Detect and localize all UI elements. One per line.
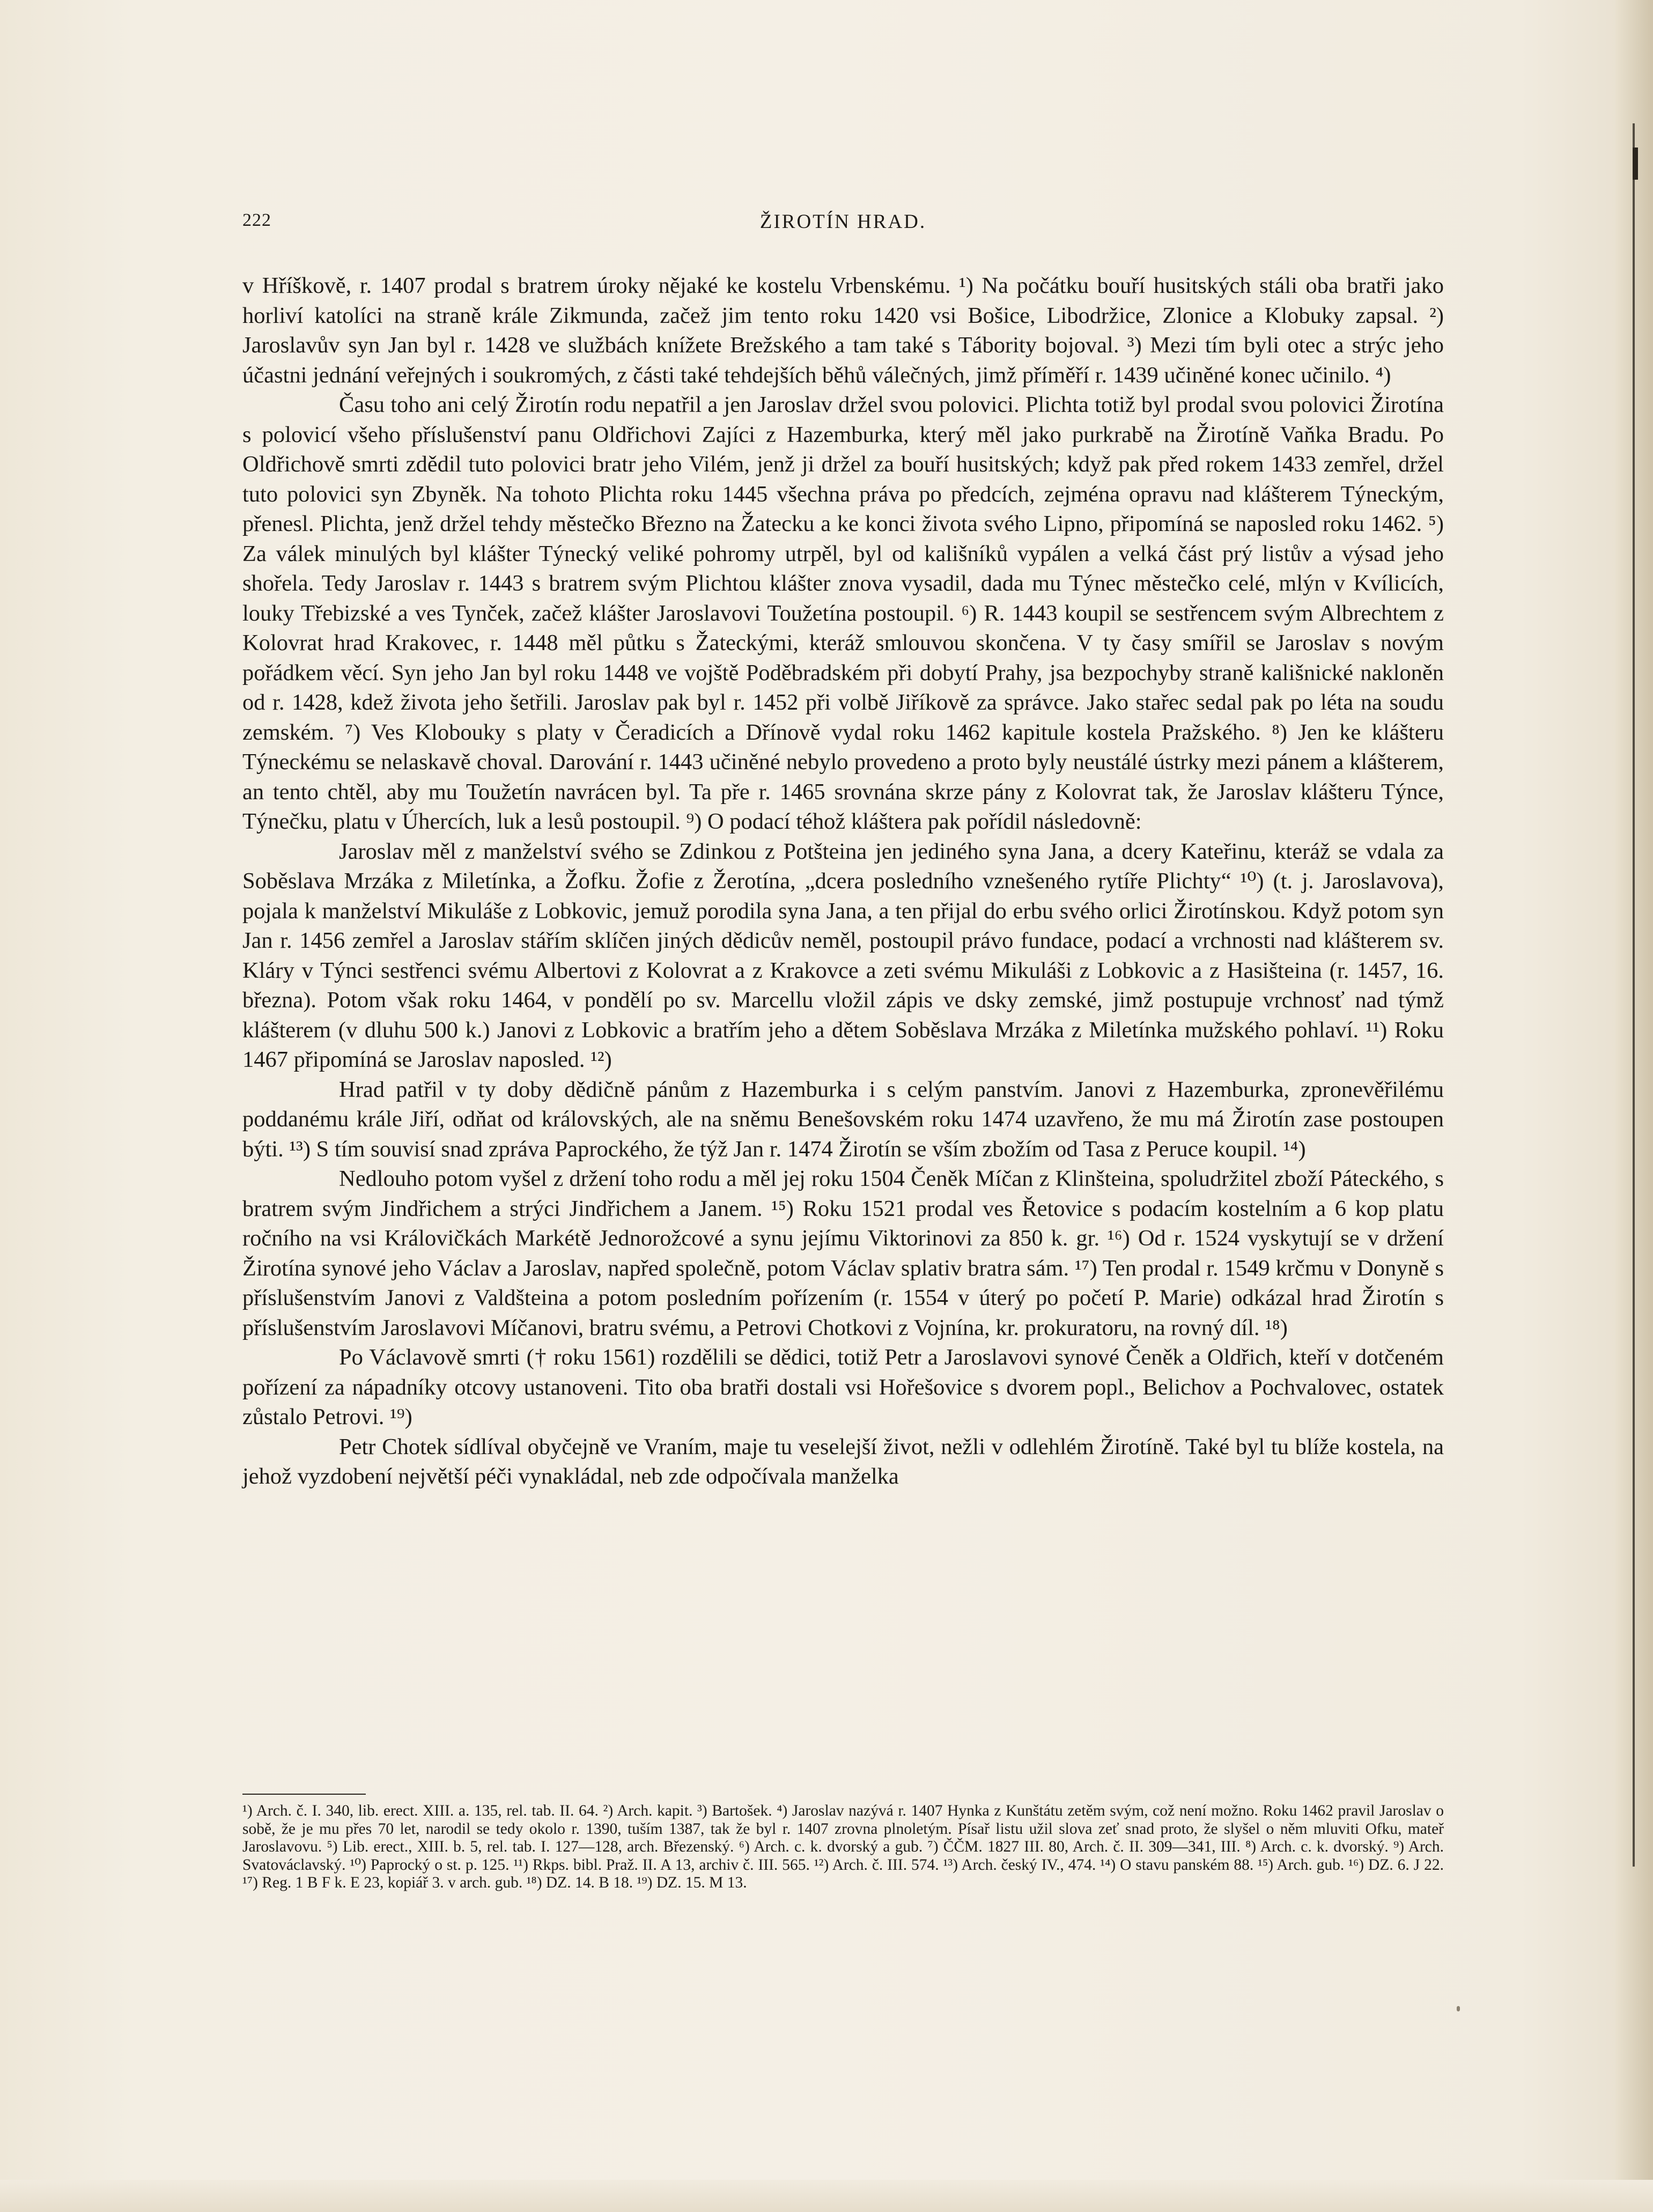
paragraph: Hrad patřil v ty doby dědičně pánům z Hazemburka i s celým panstvím. Janovi z Hazemburka, zpronevěřilému poddanému krále Jiří, odňat od královských, ale na sněmu Benešovském roku 1474 uzavřeno, že mu má Žirotín zase postoupen býti. ¹³) S tím souvisí snad zpráva Paprockého, že týž Jan r. 1474 Žirotín se vším zbožím od Tasa z Peruce koupil. ¹⁴) — [242, 1076, 1444, 1162]
paper-speck — [1457, 2006, 1460, 2011]
running-title: ŽIROTÍN HRAD. — [759, 211, 927, 233]
page-header — [242, 210, 1444, 242]
paragraph: Nedlouho potom vyšel z držení toho rodu a měl jej roku 1504 Čeněk Míčan z Klinšteina, spoludržitel zboží Páteckého, s bratrem svým Jindřichem a strýci Jindřichem a Janem. ¹⁵) Roku 1521 prodal ves Řetovice s podacím kostelním a 6 kop platu ročního na vsi Královičkách Markétě Jednorožcové a synu jejímu Viktorinovi za 850 k. gr. ¹⁶) Od r. 1524 vyskytují se v držení Žirotína synové jeho Václav a Jaroslav, napřed společně, potom Václav splativ bratra sám. ¹⁷) Ten prodal r. 1549 krčmu v Donyně s příslušenstvím Janovi z Valdšteina a potom posledním pořízením (r. 1554 v úterý po početí P. Marie) odkázal hrad Žirotín s příslušenstvím Jaroslavovi Míčanovi, bratru svému, a Petrovi Chotkovi z Vojnína, kr. prokuratoru, na rovný díl. ¹⁸) — [242, 1166, 1444, 1340]
paragraph: Jaroslav měl z manželství svého se Zdinkou z Potšteina jen jediného syna Jana, a dcery Kateřinu, kteráž se vdala za Soběslava Mrzáka z Miletínka, a Žofku. Žofie z Žerotína, „dcera posledního vznešeného rytíře Plichty“ ¹⁰) (t. j. Jaroslavova), pojala k manželství Mikuláše z Lobkovic, jemuž porodila syna Jana, a ten přijal do erbu svého orlici Žirotínskou. Když potom syn Jan r. 1456 zemřel a Jaroslav stářím sklíčen jiných dědicův neměl, postoupil právo fundace, podací a vrchnosti nad klášterem sv. Kláry v Týnci sestřenci svému Albertovi z Kolovrat a z Krakovce a zeti svému Mikuláši z Lobkovic a z Hasišteina (r. 1457, 16. března). Potom však roku 1464, v pondělí po sv. Marcellu vložil zápis ve dsky zemské, jimž postupuje vrchnosť nad týmž klášterem (v dluhu 500 k.) Janovi z Lobkovic a bratřím jeho a dětem Soběslava Mrzáka z Miletínka mužského pohlaví. ¹¹) Roku 1467 připomíná se Jaroslav naposled. ¹²) — [242, 838, 1444, 1072]
paragraph: Po Václavově smrti († roku 1561) rozdělili se dědici, totiž Petr a Jaroslavovi synové Čeněk a Oldřich, kteří v dotčeném pořízení za nápadníky otcovy ustanoveni. Tito oba bratři dostali vsi Hořešovice s dvorem popl., Belichov a Pochvalovec, ostatek zůstalo Petrovi. ¹⁹) — [242, 1345, 1444, 1429]
paragraph: Petr Chotek sídlíval obyčejně ve Vraním, maje tu veselejší život, nežli v odlehlém Žirotíně. Také byl tu blíže kostela, na jehož vyzdobení největší péči vynakládal, neb zde odpočívala manželka — [242, 1434, 1444, 1489]
spine-fold-line — [1633, 123, 1635, 1867]
footnotes — [242, 1802, 1444, 1892]
spine-mark — [1633, 148, 1638, 180]
main-text — [242, 271, 1444, 1492]
page-bottom-edge — [0, 2180, 1653, 2212]
paragraph: Času toho ani celý Žirotín rodu nepatřil a jen Jaroslav držel svou polovici. Plichta totiž byl prodal svou polovici Žirotína s polovicí všeho příslušenství panu Oldřichovi Zajíci z Hazemburka, který měl jako purkrabě na Žirotíně Vaňka Bradu. Po Oldřichově smrti zdědil tuto polovici bratr jeho Vilém, jenž ji držel za bouří husitských; když pak před rokem 1433 zemřel, držel tuto polovici syn Zbyněk. Na tohoto Plichta roku 1445 všechna práva po předcích, zejména opravu nad klášterem Týneckým, přenesl. Plichta, jenž držel tehdy městečko Březno na Žatecku a ke konci života svého Lipno, připomíná se naposled roku 1462. ⁵) Za válek minulých byl klášter Týnecký veliké pohromy utrpěl, byl od kališníků vypálen a velká část prý listův a výsad jeho shořela. Tedy Jaroslav r. 1443 s bratrem svým Plichtou klášter znova vysadil, dada mu Týnec městečko celé, mlýn v Kvílicích, louky Třebizské a ves Tynček, začež klášter Jaroslavovi Toužetína postoupil. ⁶) R. 1443 koupil se sestřencem svým Albrechtem z Kolovrat hrad Krakovec, r. 1448 měl půtku s Žateckými, kteráž smlouvou skončena. V ty časy smířil se Jaroslav s novým pořádkem věcí. Syn jeho Jan byl roku 1448 ve vojště Poděbradském při dobytí Prahy, jsa bezpochyby straně kališnické nakloněn od r. 1428, kdež života jeho šetřili. Jaroslav pak byl r. 1452 při volbě Jiříkově za správce. Jako stařec sedal pak po léta na soudu zemském. ⁷) Ves Klobouky s platy v Čeradicích a Dřínově vydal roku 1462 kapitule kostela Pražského. ⁸) Jen ke klášteru Týneckému se nelaskavě choval. Darování r. 1443 učiněné nebylo provedeno a proto byly neustálé ústrky mezi pánem a klášterem, an tento chtěl, aby mu Toužetín navrácen byl. Ta pře r. 1465 srovnána skrze pány z Kolovrat tak, že Jaroslav klášteru Týnce, Týnečku, platu v Úhercích, luk a lesů postoupil. ⁹) O podací téhož kláštera pak pořídil následovně: — [242, 392, 1444, 834]
paragraph: v Hříškově, r. 1407 prodal s bratrem úroky nějaké ke kostelu Vrbenskému. ¹) Na počátku bouří husitských stáli oba bratři jako horliví katolíci na straně krále Zikmunda, začež jim tento roku 1420 vsi Bošice, Libodržice, Zlonice a Klobuky zapsal. ²) Jaroslavův syn Jan byl r. 1428 ve službách knížete Brežského a tam také s Tábority bojoval. ³) Mezi tím byli otec a strýc jeho účastni jednání veřejných i soukromých, z části také tehdejších běhů válečných, jimž příměří r. 1439 učiněné konec učinilo. ⁴) — [242, 273, 1444, 388]
page-number: 222 — [242, 210, 271, 230]
footnote-divider — [242, 1794, 366, 1795]
footnote-text: ¹) Arch. č. I. 340, lib. erect. XIII. a. 135, rel. tab. II. 64. ²) Arch. kapit. ³) Bartošek. ⁴) Jaroslav nazývá r. 1407 Hynka z Kunštátu zetěm svým, což není možno. Roku 1462 pravil Jaroslav o sobě, že je mu přes 70 let, narodil se tedy okolo r. 1390, tuším 1387, tak že byl r. 1407 zrovna plnoletým. Písař listu užil slova zeť snad proto, že slyšel o něm mluviti Ofku, mateř Jaroslavovu. ⁵) Lib. erect., XIII. b. 5, rel. tab. I. 127—128, arch. Březenský. ⁶) Arch. c. k. dvorský a gub. ⁷) ČČM. 1827 III. 80, Arch. č. II. 309—341, III. ⁸) Arch. c. k. dvorský. ⁹) Arch. Svatováclavský. ¹⁰) Paprocký o st. p. 125. ¹¹) Rkps. bibl. Praž. II. A 13, archiv č. III. 565. ¹²) Arch. č. III. 574. ¹³) Arch. český IV., 474. ¹⁴) O stavu panském 88. ¹⁵) Arch. gub. ¹⁶) DZ. 6. J 22. ¹⁷) Reg. 1 B F k. E 23, kopiář 3. v arch. gub. ¹⁸) DZ. 14. B 18. ¹⁹) DZ. 15. M 13. — [242, 1802, 1444, 1891]
